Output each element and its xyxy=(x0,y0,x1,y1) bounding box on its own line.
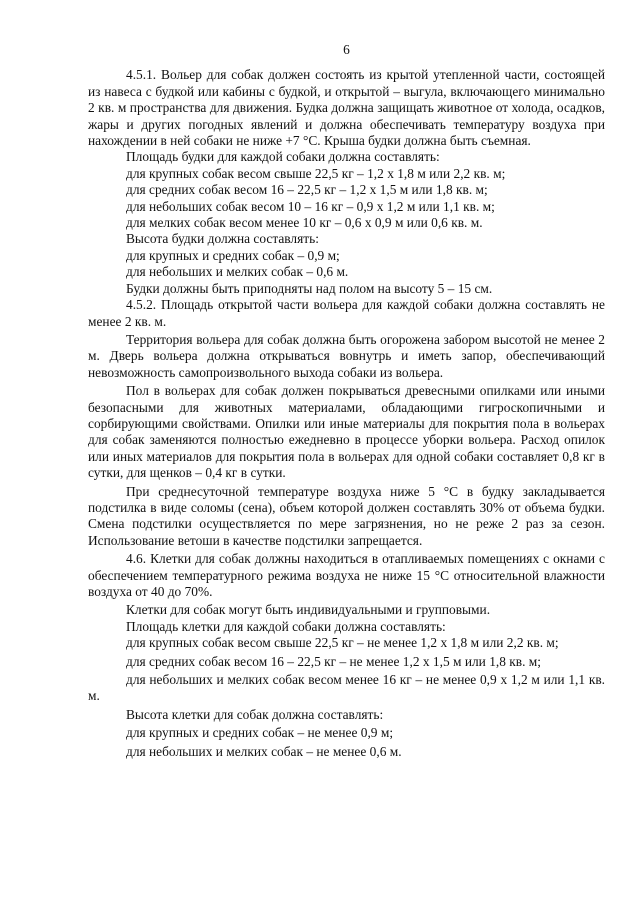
paragraph-cage-types: Клетки для собак могут быть индивидуальными и групповыми. xyxy=(126,602,491,618)
paragraph-floor: Пол в вольерах для собак должен покрываться древесными опилками или иными безопасными для животных материалами, обладающими гигроскопичными и сорбирующими свойствами. Опилки или иные материалы для покрытия пола в вольерах для собак заменяются полностью ежедневно в процессе уборки вольера. Расход опилок или иных материалов для покрытия пола в вольерах для одной собаки составляет 0,8 кг в сутки, для щенков – 0,4 кг в сутки. xyxy=(88,383,605,481)
booth-area-heading: Площадь будки для каждой собаки должна составлять: xyxy=(126,149,440,165)
page-number: 6 xyxy=(343,42,350,57)
document-page xyxy=(88,42,605,760)
paragraph-fence: Территория вольера для собак должна быть огорожена забором высотой не менее 2 м. Дверь вольера должна открываться вовнутрь и иметь запор, обеспечивающий невозможность самопроизвольного выхода собаки из вольера. xyxy=(88,331,605,380)
cage-height-heading: Высота клетки для собак должна составлять: xyxy=(126,706,384,722)
cage-height-small: для небольших и мелких собак – не менее 0,6 м. xyxy=(126,743,402,759)
cage-area-large: для крупных собак весом свыше 22,5 кг – не менее 1,2 х 1,8 м или 2,2 кв. м; xyxy=(126,635,559,651)
booth-height-heading: Высота будки должна составлять: xyxy=(126,231,319,247)
booth-area-small: для небольших собак весом 10 – 16 кг – 0,9 х 1,2 м или 1,1 кв. м; xyxy=(126,198,495,214)
paragraph-4-5-1: 4.5.1. Вольер для собак должен состоять из крытой утепленной части, состоящей из навеса с будкой или кабины с будкой, и открытой – выгула, включающего минимально 2 кв. м пространства для движения. Будка должна защищать животное от холода, осадков, жары и других погодных явлений и должна обеспечивать температуру воздуха при нахождении в ней собаки не ниже +7 °С. Крыша будки должна быть съемная. xyxy=(88,67,605,149)
paragraph-4-6: 4.6. Клетки для собак должны находиться в отапливаемых помещениях с окнами с обеспечением температурного режима воздуха не ниже 15 °С относительной влажности воздуха от 40 до 70%. xyxy=(88,551,605,599)
cage-area-small: для небольших и мелких собак весом менее 16 кг – не менее 0,9 х 1,2 м или 1,1 кв. м. xyxy=(88,672,605,704)
booth-area-tiny: для мелких собак весом менее 10 кг – 0,6 х 0,9 м или 0,6 кв. м. xyxy=(126,215,483,231)
booth-raise: Будки должны быть приподняты над полом на высоту 5 – 15 см. xyxy=(126,280,493,296)
paragraph-bedding: При среднесуточной температуре воздуха ниже 5 °С в будку закладывается подстилка в виде соломы (сена), объем которой должен составлять 30% от объема будки. Смена подстилки осуществляется по мере загрязнения, но не реже 2 раз за сезон. Использование ветоши в качестве подстилки запрещается. xyxy=(88,483,605,548)
booth-area-medium: для средних собак весом 16 – 22,5 кг – 1,2 х 1,5 м или 1,8 кв. м; xyxy=(126,182,488,198)
cage-area-heading: Площадь клетки для каждой собаки должна составлять: xyxy=(126,618,446,634)
cage-area-medium: для средних собак весом 16 – 22,5 кг – не менее 1,2 х 1,5 м или 1,8 кв. м; xyxy=(126,653,541,669)
booth-area-large: для крупных собак весом свыше 22,5 кг – 1,2 х 1,8 м или 2,2 кв. м; xyxy=(126,165,506,181)
cage-height-large: для крупных и средних собак – не менее 0,9 м; xyxy=(126,725,394,741)
booth-height-small: для небольших и мелких собак – 0,6 м. xyxy=(126,264,349,280)
booth-height-large: для крупных и средних собак – 0,9 м; xyxy=(126,247,340,263)
paragraph-4-5-2: 4.5.2. Площадь открытой части вольера для каждой собаки должна составлять не менее 2 кв. м. xyxy=(88,297,605,329)
